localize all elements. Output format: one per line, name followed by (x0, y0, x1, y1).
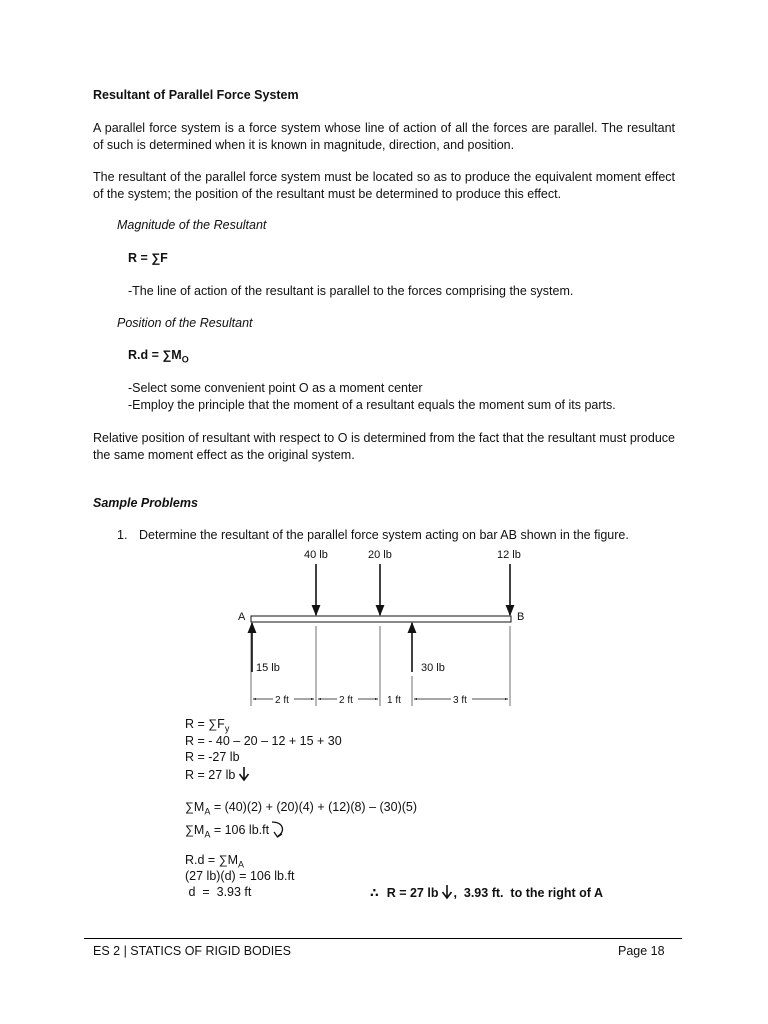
footer-divider (84, 938, 682, 939)
dim-label-4: 3 ft (453, 695, 467, 706)
magnitude-equation: R = ∑F (128, 251, 168, 265)
position-note-2: -Employ the principle that the moment of a resultant equals the moment sum of its parts. (128, 398, 616, 412)
position-note-1: -Select some convenient point O as a moment center (128, 381, 423, 395)
dim-label-3: 1 ft (387, 695, 401, 706)
solution-m1 (185, 799, 417, 820)
resultant-paragraph: The resultant of the parallel force system must be located so as to produce the equivalent moment effect of the system; the position of the resultant must be determined to produce this effect. (93, 170, 675, 201)
solution-r4 (185, 766, 250, 784)
footer-page-number: Page 18 (618, 944, 665, 958)
sample-problems-heading: Sample Problems (93, 496, 198, 510)
load-12-label: 12 lb (497, 549, 521, 561)
down-arrow-icon (238, 766, 250, 782)
clockwise-moment-icon (269, 819, 287, 841)
solution-m2 (185, 819, 287, 843)
load-15-label: 15 lb (256, 662, 280, 674)
magnitude-note: -The line of action of the resultant is parallel to the forces comprising the system. (128, 284, 574, 298)
solution-d2: (27 lb)(d) = 106 lb.ft (185, 869, 295, 883)
magnitude-heading: Magnitude of the Resultant (117, 218, 267, 232)
intro-paragraph: A parallel force system is a force system whose line of action of all the forces are parallel. The resultant of such is determined when it is known in magnitude, direction, and position. (93, 121, 675, 152)
position-equation-main: R.d = ∑M (128, 348, 182, 362)
solution-r4-text: R = 27 lb (185, 768, 236, 782)
solution-m2-rest: = 106 lb.ft (210, 823, 270, 837)
solution-m2-prefix: ∑M (185, 823, 205, 837)
solution-m1-rest: = (40)(2) + (20)(4) + (12)(8) – (30)(5) (210, 800, 418, 814)
position-equation (128, 348, 189, 365)
final-answer-position: , 3.93 ft. to the right of A (453, 886, 604, 900)
relative-position-paragraph: Relative position of resultant with respect to O is determined from the fact that the resultant must produce the same moment effect as the original system. (93, 431, 675, 462)
dim-label-2: 2 ft (339, 695, 353, 706)
footer-course: ES 2 | STATICS OF RIGID BODIES (93, 944, 291, 958)
solution-d1-sub: A (238, 859, 245, 870)
point-a-label: A (238, 611, 246, 623)
beam-diagram (0, 540, 768, 710)
solution-d1-main: R.d = ∑M (185, 853, 239, 867)
solution-r2: R = - 40 – 20 – 12 + 15 + 30 (185, 734, 342, 748)
final-down-arrow-icon (441, 884, 453, 900)
solution-m1-prefix: ∑M (185, 800, 205, 814)
load-30-label: 30 lb (421, 662, 445, 674)
solution-m1-sub: A (204, 806, 211, 817)
section-title: Resultant of Parallel Force System (93, 88, 299, 102)
solution-r1-main: R = ∑F (185, 717, 225, 731)
load-20-label: 20 lb (368, 549, 392, 561)
problem-text: Determine the resultant of the parallel force system acting on bar AB shown in the figure. (139, 528, 629, 542)
solution-r1-sub: y (224, 723, 230, 734)
therefore-symbol: ∴ (370, 886, 379, 900)
load-40-label: 40 lb (304, 549, 328, 561)
solution-r3: R = -27 lb (185, 750, 240, 764)
dim-label-1: 2 ft (275, 695, 289, 706)
solution-d3: d = 3.93 ft (185, 885, 252, 899)
solution-m2-sub: A (204, 829, 211, 840)
position-equation-sub: O (181, 354, 189, 365)
point-b-label: B (517, 611, 525, 623)
beam-bar (251, 616, 511, 622)
position-heading: Position of the Resultant (117, 316, 253, 330)
final-answer-resultant: R = 27 lb (386, 886, 439, 900)
final-answer (370, 884, 603, 900)
problem-number: 1. (117, 528, 128, 542)
